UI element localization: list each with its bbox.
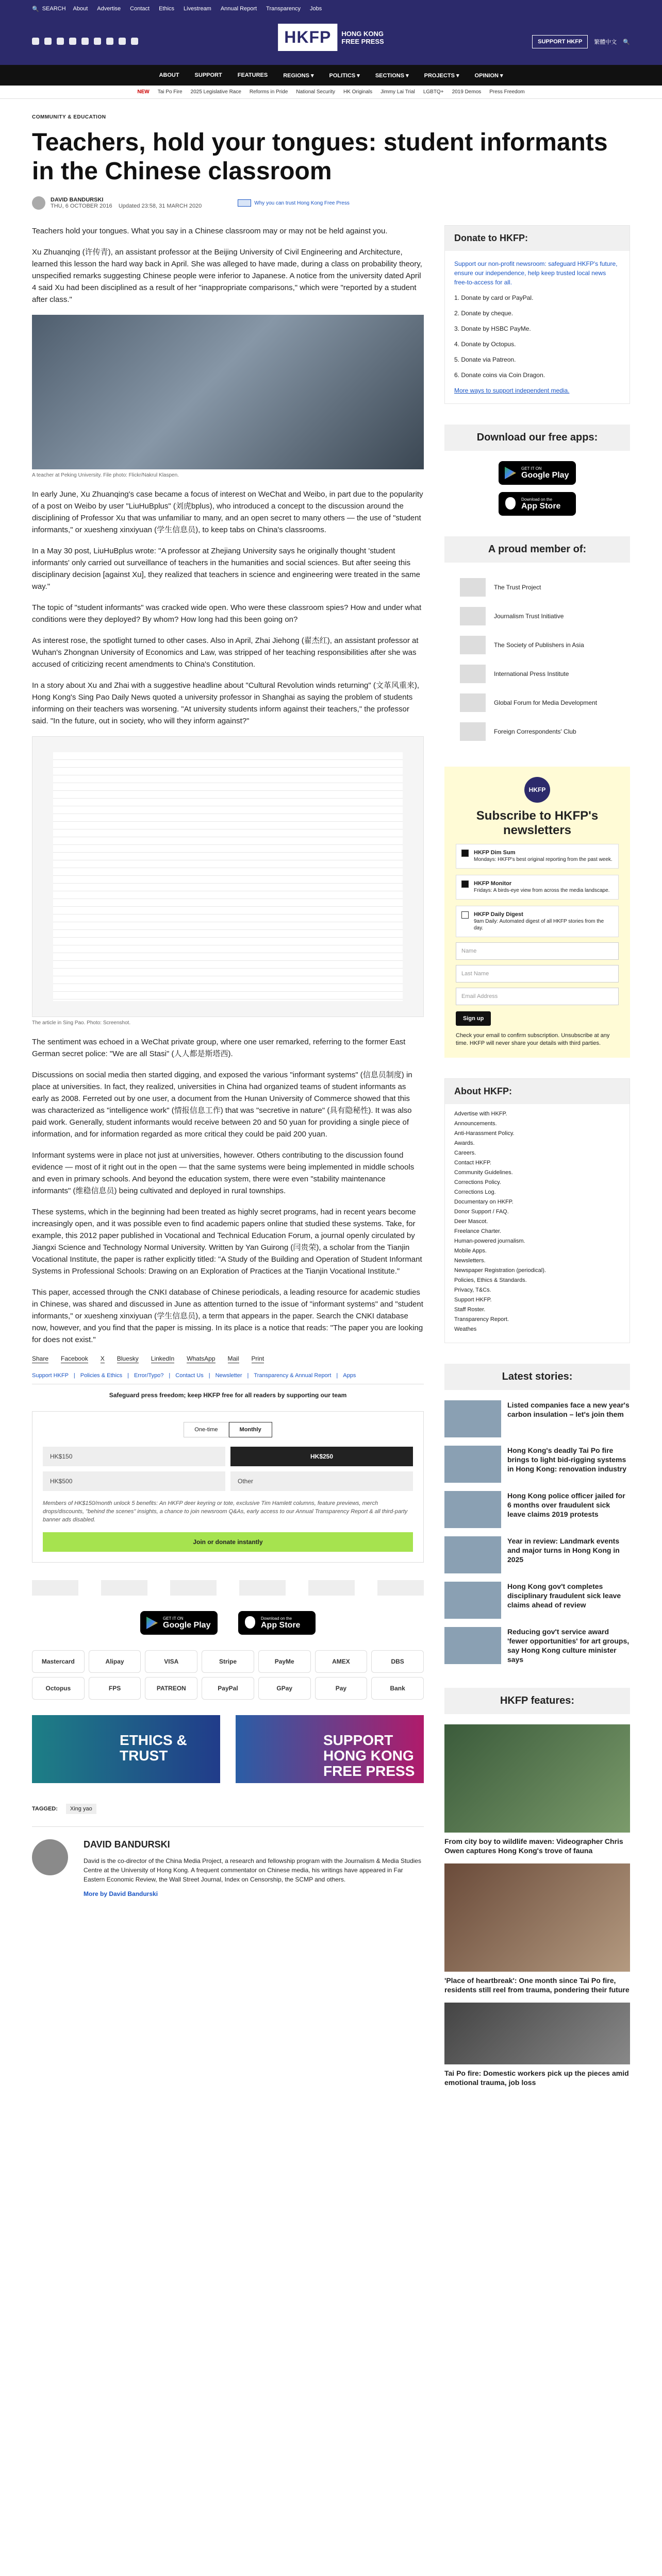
partner-logo — [239, 1580, 286, 1596]
newsletter-title: Subscribe to HKFP's newsletters — [476, 809, 599, 837]
newsletter-option[interactable]: HKFP Monitor Fridays: A birds-eye view from across the media landscape. — [456, 875, 619, 900]
footer-link[interactable]: Apps — [343, 1372, 356, 1379]
about-link[interactable]: Donor Support / FAQ. — [454, 1209, 509, 1215]
sidebar-title: Latest stories: — [444, 1364, 630, 1390]
trending-link[interactable]: Press Freedom — [489, 89, 525, 95]
sidebar-title: HKFP features: — [444, 1688, 630, 1714]
story-thumbnail[interactable] — [444, 1627, 501, 1664]
member-org[interactable]: Foreign Correspondents' Club — [444, 717, 630, 746]
org-logo — [460, 636, 486, 654]
member-org[interactable]: Global Forum for Media Development — [444, 688, 630, 717]
author-avatar — [32, 196, 45, 210]
payment-method[interactable]: Bank — [371, 1677, 424, 1700]
latest-story[interactable]: Year in review: Landmark events and major turns in Hong Kong in 2025 — [444, 1536, 630, 1582]
article-category[interactable]: COMMUNITY & EDUCATION — [32, 114, 106, 120]
rss-icon[interactable] — [131, 38, 138, 45]
org-logo — [460, 607, 486, 625]
latest-story[interactable]: Hong Kong gov't completes disciplinary fraudulent sick leave claims ahead of review — [444, 1582, 630, 1627]
google-play-icon — [146, 1617, 158, 1629]
trending-link[interactable]: 2019 Demos — [452, 89, 482, 95]
paragraph: These systems, which in the beginning had been treated as highly secret programs, had in recent years become increasingly open, and it was possible even to find academic papers online that studied these systems. Take, for example, this 2012 paper published in Vocational and Technical Education Forum, a journal openly circulated by Jiangxi Science and Technology Normal University. Written by Yan Guirong (闫贵荣), a scholar from the Tianjin Vocational Institute, the paper is rather explicitly titled: "A Study of the Building and Operation of Student Informant Systems in Professional Schools: Drawing on an Exploration of Practices at the Tianjin Vocational Institute." — [32, 1208, 422, 1276]
latest-story[interactable]: Listed companies face a new year's carbon insulation – let's join them — [444, 1400, 630, 1446]
trending-link[interactable]: National Security — [296, 89, 335, 95]
amount-option-selected[interactable]: HK$250 — [230, 1447, 413, 1466]
newsletter-note: Check your email to confirm subscription. Unsubscribe at any time. HKFP will never share your details with third parties. — [456, 1032, 610, 1046]
member-org[interactable]: The Society of Publishers in Asia — [444, 631, 630, 659]
about-link[interactable]: Announcements. — [454, 1121, 497, 1127]
latest-story[interactable]: Hong Kong police officer jailed for 6 months over fraudulent sick leave claims 2019 protests — [444, 1491, 630, 1536]
feature-image[interactable] — [444, 1863, 630, 1972]
payment-method[interactable]: Pay — [315, 1677, 368, 1700]
trust-link[interactable]: Why you can trust Hong Kong Free Press — [238, 199, 350, 207]
utility-links — [73, 6, 322, 12]
share-label: Share — [32, 1355, 49, 1362]
name-field[interactable]: Name — [456, 942, 619, 960]
last-name-field[interactable]: Last Name — [456, 965, 619, 982]
payment-method[interactable]: FPS — [89, 1677, 141, 1700]
about-link[interactable]: Privacy, T&Cs. — [454, 1287, 491, 1293]
donate-widget — [32, 1411, 424, 1563]
about-link[interactable]: Documentary on HKFP. — [454, 1199, 514, 1205]
article-title: Teachers, hold your tongues: student informants in the Chinese classroom — [32, 129, 608, 185]
about-link[interactable]: Weathes — [454, 1326, 477, 1332]
search-icon: 🔍 — [32, 6, 39, 12]
about-link[interactable]: Contact HKFP. — [454, 1160, 491, 1166]
share-bluesky[interactable]: Bluesky — [117, 1355, 139, 1362]
footer-link[interactable]: Transparency & Annual Report — [254, 1372, 332, 1379]
donate-option[interactable]: 2. Donate by cheque. — [454, 310, 514, 317]
story-thumbnail[interactable] — [444, 1582, 501, 1619]
trending-link[interactable]: Tai Po Fire — [157, 89, 183, 95]
social-icons — [32, 38, 138, 45]
google-play-button[interactable]: GET IT ON Google Play — [499, 461, 576, 485]
share-whatsapp[interactable]: WhatsApp — [187, 1355, 216, 1362]
article-footer-links: Support HKFP | Policies & Ethics | Error/Typo? | Contact Us | Newsletter | Transparency & Annual Report | Apps — [32, 1372, 424, 1384]
paragraph: This paper, accessed through the CNKI database of Chinese periodicals, a leading resource for academic studies in Chinese, was shared and discussed in June as attention turned to the issue of "informant systems" and "student informants," or xuesheng xinxiyuan (学生信息员), a term that appears in the paper. Search the CNKI database now, however, and you find that the paper is missing. In its place is a notice that reads: "The paper you are looking for does not exist." — [32, 1288, 423, 1344]
feature-story[interactable]: Tai Po fire: Domestic workers pick up the pieces amid emotional trauma, job loss — [444, 2003, 630, 2087]
payment-method[interactable]: PayMe — [258, 1650, 311, 1673]
paragraph: Teachers hold your tongues. What you say in a Chinese classroom may or may not be held against you. — [32, 227, 388, 235]
promo-banners — [32, 1715, 424, 1783]
member-org[interactable]: The Trust Project — [444, 573, 630, 602]
donate-option[interactable]: 4. Donate by Octopus. — [454, 341, 516, 348]
share-mail[interactable]: Mail — [227, 1355, 239, 1362]
trending-bar — [0, 86, 662, 99]
about-links — [445, 1104, 630, 1343]
trending-link[interactable]: Reforms in Pride — [249, 89, 288, 95]
apps-sidebar — [444, 425, 630, 516]
share-x[interactable]: X — [100, 1355, 105, 1362]
payment-method[interactable]: PayPal — [202, 1677, 254, 1700]
payment-method[interactable]: VISA — [145, 1650, 197, 1673]
trending-link[interactable]: 2025 Legislative Race — [190, 89, 241, 95]
about-link[interactable]: Community Guidelines. — [454, 1170, 513, 1176]
feature-image[interactable] — [444, 2003, 630, 2064]
payment-method[interactable]: Stripe — [202, 1650, 254, 1673]
about-link[interactable]: Newsletters. — [454, 1258, 486, 1264]
share-bar — [32, 1355, 424, 1363]
more-by-author-link[interactable]: More by David Bandurski — [84, 1890, 158, 1897]
payment-method[interactable]: Octopus — [32, 1677, 85, 1700]
story-thumbnail[interactable] — [444, 1491, 501, 1528]
newsletter-signup — [444, 767, 630, 1058]
nav-item[interactable]: POLITICS ▾ — [329, 72, 360, 79]
partner-logo — [32, 1580, 78, 1596]
article-body — [32, 225, 424, 2095]
paragraph: Informant systems were in place not just at universities, however. Others contributing to the discussion found evidence — most of it right out in the open — that the same systems were being implemented in middle schools and even in primary schools. And beyond the education system, there were even "stability maintenance informants" (维稳信息员) being cultivated and deployed in rural townships. — [32, 1151, 415, 1195]
about-link[interactable]: Anti-Harassment Policy. — [454, 1130, 515, 1137]
author-photo — [32, 1839, 68, 1875]
footer-link[interactable]: Contact Us — [175, 1372, 204, 1379]
org-logo — [460, 722, 486, 741]
checkbox-checked[interactable] — [461, 880, 469, 888]
google-play-icon — [505, 467, 516, 479]
ethics-trust-banner[interactable]: ETHICS & TRUST — [32, 1715, 220, 1783]
site-logo[interactable] — [278, 24, 384, 51]
paragraph: In a May 30 post, LiuHuBplus wrote: "A professor at Zhejiang University says he originally thought 'student informants' only carried out surveillance of teachers in the humanities and social sciences. But after seeing this disciplinary decision [against Xu], they realized that teachers in science and engineering were treated in the same way." — [32, 547, 420, 591]
article-photo-screenshot — [32, 736, 424, 1017]
payment-method[interactable]: GPay — [258, 1677, 311, 1700]
feature-image[interactable] — [444, 1724, 630, 1833]
nav-item[interactable]: PROJECTS ▾ — [424, 72, 459, 79]
about-link[interactable]: Awards. — [454, 1140, 475, 1146]
page-content — [32, 114, 630, 2095]
telegram-icon[interactable] — [106, 38, 113, 45]
paragraph: As interest rose, the spotlight turned to other cases. Also in April, Zhai Jiehong (翟杰红), an assistant professor at Wuhan's Zhongnan University of Economics and Law, was stripped of her teaching responsibilities after she was accused of criticizing recent amendments to China's Constitution. — [32, 636, 419, 669]
donate-intro[interactable]: Support our non-profit newsroom: safeguard HKFP's future, ensure our independence, help keep trusted local news free-to-access for all. — [454, 260, 618, 286]
bluesky-icon[interactable] — [119, 38, 126, 45]
trending-link[interactable]: HK Originals — [343, 89, 373, 95]
tag-link[interactable]: Xing yao — [66, 1804, 96, 1814]
photo-caption: The article in Sing Pao. Photo: Screenshot. — [32, 1020, 131, 1026]
app-store-button[interactable]: Download on the App Store — [238, 1611, 316, 1635]
x-icon[interactable] — [44, 38, 52, 45]
join-donate-button[interactable]: Join or donate instantly — [43, 1532, 413, 1552]
updated-date: Updated 23:58, 31 MARCH 2020 — [118, 203, 202, 209]
partner-logo — [308, 1580, 355, 1596]
org-logo — [460, 578, 486, 597]
latest-story[interactable]: Reducing gov't service award 'fewer opportunities' for art groups, say Hong Kong culture minister says — [444, 1627, 630, 1672]
instagram-icon[interactable] — [57, 38, 64, 45]
about-link[interactable]: Freelance Charter. — [454, 1228, 502, 1234]
feature-story[interactable]: 'Place of heartbreak': One month since Tai Po fire, residents still reel from trauma, pondering their future — [444, 1863, 630, 1994]
app-store-button[interactable]: Download on the App Store — [499, 492, 576, 516]
site-header — [0, 18, 662, 65]
paragraph: Discussions on social media then started digging, and exposed the various "informant systems" (信息员制度) in place at universities. In fact, they realized, universities in China had organized teams of student informants as early as 2008. Ferreted out by one user, a document from the Hunan University of Commerce showed that this was characterized as "intelligence work" (情报信息工作) that was "secretive in nature" (具有隐秘性). It was also paid work. Generally, student informants would receive between 20 and 50 yuan for providing a single piece of information, and for information regarded as more critical they could be paid 200 yuan. — [32, 1071, 412, 1139]
trending-link[interactable]: LGBTQ+ — [423, 89, 444, 95]
share-linkedin[interactable]: LinkedIn — [151, 1355, 175, 1362]
nav-item[interactable]: FEATURES — [237, 72, 268, 78]
logo-mark: HKFP — [278, 24, 337, 51]
story-thumbnail[interactable] — [444, 1446, 501, 1483]
paragraph: Xu Zhuanqing (许传青), an assistant professor at the Beijing University of Civil Engineering and Architecture, learned this lesson the hard way back in April. She was alleged to have made, during a class on probability theory, unspecified remarks suggesting Chinese people were inferior to Japanese. A notice from the university dated April 4 said Xu had been disciplined as a result of her "inappropriate comparisons," which were "reported by a student after class." — [32, 248, 422, 304]
about-link[interactable]: Transparency Report. — [454, 1316, 509, 1323]
amount-options — [43, 1447, 413, 1491]
newsletter-logo: HKFP — [524, 777, 550, 803]
checkbox-unchecked[interactable] — [461, 911, 469, 919]
about-link[interactable]: Advertise with HKFP. — [454, 1111, 507, 1117]
facebook-icon[interactable] — [32, 38, 39, 45]
footer-link[interactable]: Newsletter — [215, 1372, 242, 1379]
footer-link[interactable]: Support HKFP — [32, 1372, 69, 1379]
paragraph: In early June, Xu Zhuanqing's case became a focus of interest on WeChat and Weibo, in part due to the popularity of a post on Weibo by user "LiuHuBplus" (刘虎bplus), who introduced a concept to the discussion around the disciplining of Professor Xu that was unfamiliar to many, and an open secret to many others — the use of "student informants," or xuesheng xinxiyuan (学生信息员), to keep tabs on China's classrooms. — [32, 490, 423, 534]
payment-method[interactable]: DBS — [371, 1650, 424, 1673]
support-hkfp-button[interactable]: SUPPORT HKFP — [532, 35, 588, 48]
donate-option[interactable]: 3. Donate by HSBC PayMe. — [454, 325, 531, 332]
language-switch[interactable]: 繁體中文 — [594, 39, 617, 45]
nav-item[interactable]: SUPPORT — [194, 72, 222, 78]
paragraph: The sentiment was echoed in a WeChat private group, where one user remarked, referring to the former East German secret police: "We are all Stasi" (人人都是斯塔西). — [32, 1038, 406, 1058]
about-sidebar — [444, 1078, 630, 1343]
member-benefits-note: Members of HK$150/month unlock 5 benefits: An HKFP deer keyring or tote, exclusive Tim Hamlett columns, feature previews, merch drops/discounts, "behind the scenes" insights, a chance to join newsroom Q&As, early access to our Annual Transparency Report & all third-party banner ads disabled. — [43, 1500, 408, 1523]
share-facebook[interactable]: Facebook — [61, 1355, 88, 1362]
google-play-button[interactable]: GET IT ON Google Play — [140, 1611, 218, 1635]
donate-option[interactable]: 5. Donate via Patreon. — [454, 356, 516, 363]
two-column-layout — [32, 225, 630, 2095]
more-ways-link[interactable]: More ways to support independent media. — [454, 387, 570, 394]
latest-stories — [444, 1364, 630, 1672]
freq-one-time[interactable]: One-time — [184, 1422, 228, 1437]
payment-method[interactable]: PATREON — [145, 1677, 197, 1700]
org-logo — [460, 665, 486, 683]
author-name[interactable]: DAVID BANDURSKI — [51, 197, 104, 203]
apple-icon — [505, 497, 516, 510]
partner-logos — [32, 1580, 424, 1596]
payment-methods — [32, 1650, 424, 1700]
new-badge: NEW — [137, 89, 150, 95]
trending-link[interactable]: Jimmy Lai Trial — [380, 89, 415, 95]
sidebar-title: Donate to HKFP: — [445, 226, 630, 251]
payment-method[interactable]: Mastercard — [32, 1650, 85, 1673]
about-link[interactable]: Support HKFP. — [454, 1297, 492, 1303]
logo-text: HONG KONG FREE PRESS — [341, 29, 384, 45]
freq-monthly[interactable]: Monthly — [229, 1422, 272, 1437]
about-link[interactable]: Deer Mascot. — [454, 1218, 488, 1225]
story-thumbnail[interactable] — [444, 1536, 501, 1573]
amount-option[interactable]: Other — [230, 1471, 413, 1491]
sidebar — [444, 225, 630, 2095]
utility-link[interactable]: Jobs — [310, 6, 322, 12]
about-link[interactable]: Corrections Policy. — [454, 1179, 501, 1185]
share-print[interactable]: Print — [251, 1355, 264, 1362]
checkbox-checked[interactable] — [461, 850, 469, 857]
apple-icon — [245, 1616, 255, 1629]
support-hkfp-banner[interactable]: SUPPORT HONG KONG FREE PRESS — [236, 1715, 424, 1783]
about-link[interactable]: Corrections Log. — [454, 1189, 496, 1195]
sidebar-title: A proud member of: — [444, 536, 630, 563]
partner-logo — [170, 1580, 217, 1596]
nav-item[interactable]: REGIONS ▾ — [283, 72, 314, 79]
signup-button[interactable]: Sign up — [456, 1011, 491, 1026]
search-icon[interactable]: 🔍 — [623, 39, 630, 45]
about-link[interactable]: Human-powered journalism. — [454, 1238, 525, 1244]
email-field[interactable]: Email Address — [456, 988, 619, 1005]
author-bio: David is the co-director of the China Media Project, a research and fellowship program with the Journalism & Media Studies Centre at the University of Hong Kong. A frequent commentator on Chinese media, his writings have appeared in Far Eastern Economic Review, the Wall Street Journal, Index on Censorship, the SCMP and others. — [84, 1857, 421, 1883]
newsletter-option[interactable]: HKFP Daily Digest 9am Daily: Automated digest of all HKFP stories from the day. — [456, 906, 619, 937]
trust-badge-icon — [238, 199, 251, 207]
feature-story[interactable]: From city boy to wildlife maven: Videographer Chris Owen captures Hong Kong's trove of fauna — [444, 1724, 630, 1855]
payment-method[interactable]: AMEX — [315, 1650, 368, 1673]
mail-icon[interactable] — [94, 38, 101, 45]
org-logo — [460, 693, 486, 712]
hkfp-features — [444, 1688, 630, 2087]
newsletter-option[interactable]: HKFP Dim Sum Mondays: HKFP's best original reporting from the past week. — [456, 844, 619, 869]
photo-caption: A teacher at Peking University. File photo: Flickr/Nakrul Klaspen. — [32, 472, 179, 478]
utility-link[interactable]: Livestream — [184, 6, 211, 12]
about-link[interactable]: Mobile Apps. — [454, 1248, 487, 1254]
frequency-toggle — [43, 1422, 413, 1437]
amount-option[interactable]: HK$500 — [43, 1471, 225, 1491]
utility-link[interactable]: Ethics — [159, 6, 175, 12]
donate-sidebar — [444, 225, 630, 404]
nav-item[interactable]: OPINION ▾ — [474, 72, 503, 79]
paragraph: In a story about Xu and Zhai with a suggestive headline about "Cultural Revolution winds returning" (文革风重来), Hong Kong's Sing Pao Daily News quoted a university professor in Shanghai as saying the problem of students informing on their teachers was worsening. "At university students inform against their teachers," the professor said. "In the future, out in society, who will they inform against?" — [32, 681, 420, 725]
partner-logo — [101, 1580, 147, 1596]
author-box — [32, 1826, 424, 1897]
safeguard-text: Safeguard press freedom; keep HKFP free for all readers by supporting our team — [109, 1392, 347, 1399]
tags-label: TAGGED: — [32, 1806, 58, 1812]
payment-method[interactable]: Alipay — [89, 1650, 141, 1673]
youtube-icon[interactable] — [81, 38, 89, 45]
nav-item[interactable]: ABOUT — [159, 72, 179, 78]
member-org[interactable]: International Press Institute — [444, 659, 630, 688]
tags-row — [32, 1804, 424, 1814]
search-button[interactable]: 🔍 SEARCH — [32, 6, 66, 12]
sidebar-title: About HKFP: — [445, 1079, 630, 1104]
header-actions — [532, 35, 630, 48]
partner-logo — [377, 1580, 424, 1596]
author-box-name[interactable]: DAVID BANDURSKI — [84, 1839, 170, 1850]
utility-link[interactable]: Annual Report — [220, 6, 257, 12]
footer-link[interactable]: Policies & Ethics — [80, 1372, 123, 1379]
footer-link[interactable]: Error/Typo? — [134, 1372, 164, 1379]
donate-option[interactable]: 6. Donate coins via Coin Dragon. — [454, 371, 545, 379]
utility-link[interactable]: About — [73, 6, 88, 12]
byline — [32, 196, 630, 210]
donate-option[interactable]: 1. Donate by card or PayPal. — [454, 294, 534, 301]
article-photo-teacher — [32, 315, 424, 469]
member-org[interactable]: Journalism Trust Initiative — [444, 602, 630, 631]
about-link[interactable]: Careers. — [454, 1150, 476, 1156]
story-thumbnail[interactable] — [444, 1400, 501, 1437]
paragraph: The topic of "student informants" was cracked wide open. Who were these classroom spies? How and under what conditions were they deployed? By whom? How long had this been going on? — [32, 603, 422, 624]
utility-link[interactable]: Advertise — [97, 6, 121, 12]
app-store-buttons — [32, 1611, 424, 1635]
utility-link[interactable]: Contact — [130, 6, 150, 12]
amount-option[interactable]: HK$150 — [43, 1447, 225, 1466]
about-link[interactable]: Staff Roster. — [454, 1307, 486, 1313]
about-link[interactable]: Newspaper Registration (periodical). — [454, 1267, 546, 1274]
nav-item[interactable]: SECTIONS ▾ — [375, 72, 409, 79]
main-nav — [0, 65, 662, 86]
sidebar-title: Download our free apps: — [444, 425, 630, 451]
latest-story[interactable]: Hong Kong's deadly Tai Po fire brings to light bid-rigging systems in Hong Kong: renovation industry — [444, 1446, 630, 1491]
top-utility-bar — [0, 0, 662, 18]
member-sidebar — [444, 536, 630, 746]
publish-date: THU, 6 OCTOBER 2016 — [51, 203, 112, 209]
about-link[interactable]: Policies, Ethics & Standards. — [454, 1277, 527, 1283]
threads-icon[interactable] — [69, 38, 76, 45]
utility-link[interactable]: Transparency — [266, 6, 301, 12]
